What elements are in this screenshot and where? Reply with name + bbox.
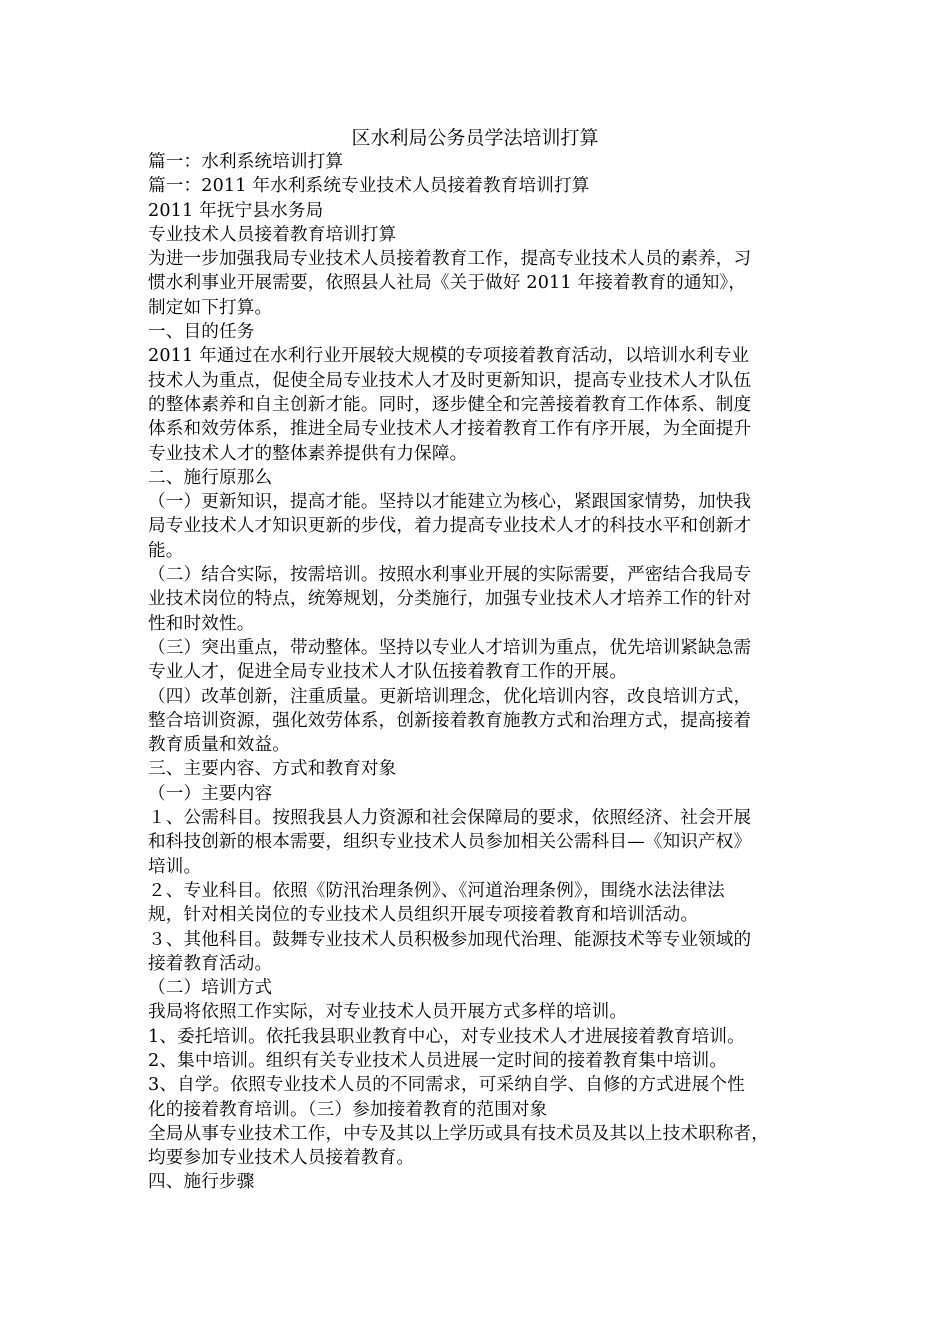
paragraph-line: 四、施行步骤: [148, 1172, 255, 1193]
paragraph-line: 的整体素养和自主创新才能。同时，逐步健全和完善接着教育工作体系、制度: [148, 394, 752, 415]
paragraph-line: （二）培训方式: [148, 978, 273, 999]
paragraph-line: 3、自学。依照专业技术人员的不同需求，可采纳自学、自修的方式进展个性: [148, 1075, 745, 1096]
paragraph-line: 制定如下打算。: [148, 297, 273, 318]
document-body: [148, 150, 813, 1195]
paragraph-line: 接着教育活动。: [148, 953, 273, 974]
paragraph-line: 性和时效性。: [148, 613, 255, 634]
paragraph-line: 专业人才，促进全局专业技术人才队伍接着教育工作的开展。: [148, 662, 628, 683]
paragraph-line: 化的接着教育培训。（三）参加接着教育的范围对象: [148, 1099, 548, 1120]
paragraph-line: 为进一步加强我局专业技术人员接着教育工作，提高专业技术人员的素养，习: [148, 249, 752, 270]
paragraph-line: 2011 年抚宁县水务局: [148, 200, 324, 221]
paragraph-line: １、公需科目。按照我县人力资源和社会保障局的要求，依照经济、社会开展: [148, 808, 752, 829]
paragraph-line: 2、集中培训。组织有关专业技术人员进展一定时间的接着教育集中培训。: [148, 1050, 728, 1071]
paragraph-line: 专业技术人员接着教育培训打算: [148, 224, 397, 245]
paragraph-line: 均要参加专业技术人员接着教育。: [148, 1148, 415, 1169]
paragraph-line: 我局将依照工作实际，对专业技术人员开展方式多样的培训。: [148, 1002, 628, 1023]
paragraph-line: （一）更新知识，提高才能。坚持以才能建立为核心，紧跟国家情势，加快我: [148, 492, 752, 513]
paragraph-line: 专业技术人才的整体素养提供有力保障。: [148, 443, 468, 464]
paragraph-line: （二）结合实际，按需培训。按照水利事业开展的实际需要，严密结合我局专: [148, 565, 752, 586]
paragraph-line: 培训。: [148, 856, 202, 877]
paragraph-line: 2011 年通过在水利行业开展较大规模的专项接着教育活动，以培训水利专业: [148, 346, 750, 367]
paragraph-line: 局专业技术人才知识更新的步伐，着力提高专业技术人才的科技水平和创新才: [148, 516, 752, 537]
paragraph-line: ３、其他科目。鼓舞专业技术人员积极参加现代治理、能源技术等专业领域的: [148, 929, 752, 950]
paragraph-line: 和科技创新的根本需要，组织专业技术人员参加相关公需科目—《知识产权》: [148, 832, 752, 853]
paragraph-line: 规，针对相关岗位的专业技术人员组织开展专项接着教育和培训活动。: [148, 905, 699, 926]
paragraph-line: 惯水利事业开展需要，依照县人社局《关于做好 2011 年接着教育的通知》，: [148, 273, 747, 294]
paragraph-line: 1、委托培训。依托我县职业教育中心，对专业技术人才进展接着教育培训。: [148, 1026, 745, 1047]
paragraph-line: 全局从事专业技术工作，中专及其以上学历或具有技术员及其以上技术职称者，: [148, 1123, 770, 1144]
paragraph-line: 三、主要内容、方式和教育对象: [148, 759, 397, 780]
paragraph-line: 能。: [148, 540, 184, 561]
document-title: 区水利局公务员学法培训打算: [351, 127, 599, 149]
paragraph-line: ２、专业科目。依照《防汛治理条例》、《河道治理条例》，围绕水法法律法: [148, 880, 725, 901]
paragraph-line: 技术人为重点，促使全局专业技术人才及时更新知识，提高专业技术人才队伍: [148, 370, 752, 391]
paragraph-line: 整合培训资源，强化效劳体系，创新接着教育施教方式和治理方式，提高接着: [148, 710, 752, 731]
paragraph-line: 二、施行原那么: [148, 467, 273, 488]
paragraph-line: 业技术岗位的特点，统筹规划，分类施行，加强专业技术人才培养工作的针对: [148, 589, 752, 610]
paragraph-line: 一、目的任务: [148, 322, 255, 343]
paragraph-line: （一）主要内容: [148, 783, 273, 804]
paragraph-line: 教育质量和效益。: [148, 735, 290, 756]
paragraph-line: 体系和效劳体系，推进全局专业技术人才接着教育工作有序开展，为全面提升: [148, 419, 752, 440]
paragraph-line: （三）突出重点，带动整体。坚持以专业人才培训为重点，优先培训紧缺急需: [148, 637, 752, 658]
paragraph-line: 篇一：水利系统培训打算: [148, 152, 344, 172]
paragraph-line: （四）改革创新，注重质量。更新培训理念，优化培训内容，改良培训方式，: [148, 686, 752, 707]
paragraph-line: 篇一：2011 年水利系统专业技术人员接着教育培训打算: [148, 176, 590, 197]
